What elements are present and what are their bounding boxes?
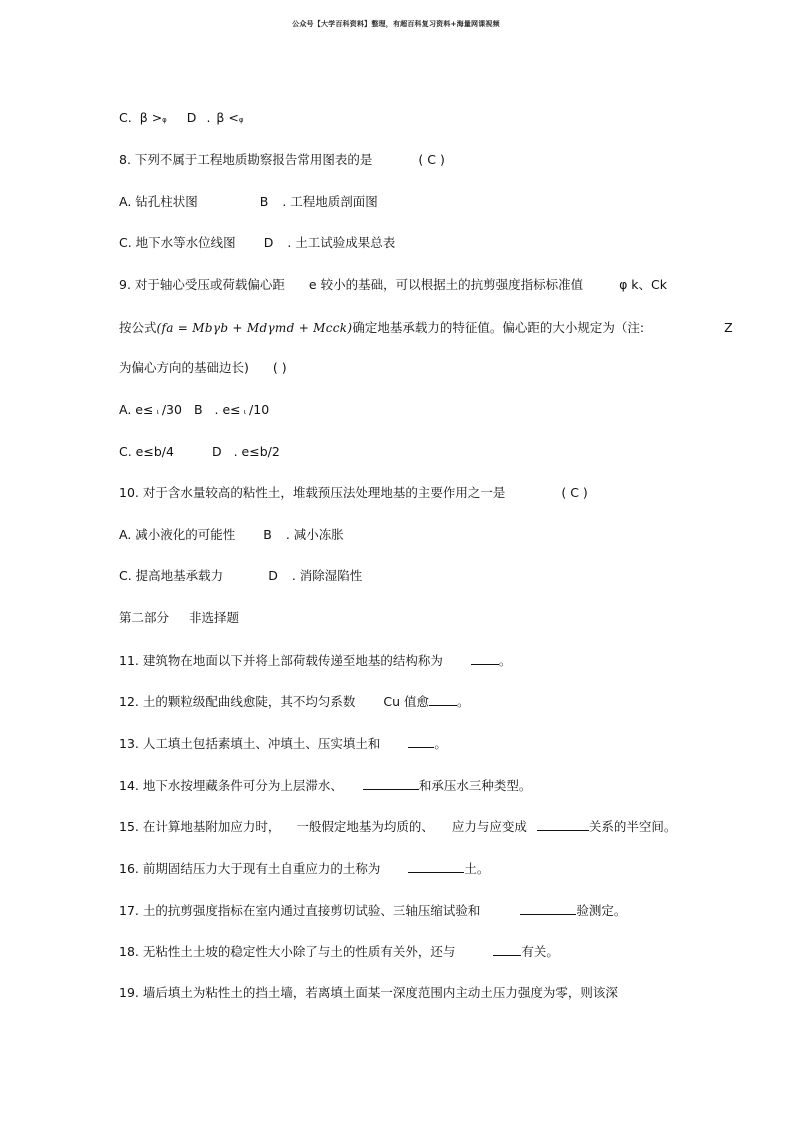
answer-blank xyxy=(408,735,434,748)
question-9-formula-line: 按公式(fa = Mbγb + Mdγmd + Mcck)确定地基承载力的特征值。偏心距的大小规定为（注: Z xyxy=(119,320,733,335)
question-10: 10. 对于含水量较高的粘性土，堆载预压法处理地基的主要作用之一是 ( C ) xyxy=(119,485,588,500)
page-header: 公众号【大学百科资料】整理，有超百科复习资料+海量网课视频 xyxy=(292,20,500,28)
question-8: 8. 下列不属于工程地质勘察报告常用图表的是 ( C ) xyxy=(119,152,445,167)
question-10-options-cd: C. 提高地基承载力 D . 消除湿陷性 xyxy=(119,568,363,583)
section-heading-part2: 第二部分 非选择题 xyxy=(119,610,240,625)
question-9: 9. 对于轴心受压或荷载偏心距 e 较小的基础，可以根据土的抗剪强度指标标准值 φ k、Ck xyxy=(119,277,668,292)
question-15: 15. 在计算地基附加应力时， 一般假定地基为均质的、 应力与应变成 关系的半空间。 xyxy=(119,819,677,834)
bearing-capacity-formula: (fa = Mbγb + Mdγmd + Mcck) xyxy=(156,321,353,335)
question-9-note: 为偏心方向的基础边长) ( ) xyxy=(119,360,287,375)
answer-blank xyxy=(408,860,464,873)
answer-blank xyxy=(471,652,499,665)
question-10-options-ab: A. 减小液化的可能性 B . 减小冻胀 xyxy=(119,527,344,542)
answer-blank xyxy=(429,693,457,706)
question-9-options-cd: C. e≤b/4 D . e≤b/2 xyxy=(119,444,280,459)
question-19: 19. 墙后填土为粘性土的挡土墙，若离填土面某一深度范围内主动土压力强度为零，则该深 xyxy=(119,985,618,1000)
answer-blank xyxy=(493,943,521,956)
answer-blank xyxy=(537,818,589,831)
answer-blank xyxy=(520,902,576,915)
question-17: 17. 土的抗剪强度指标在室内通过直接剪切试验、三轴压缩试验和 验测定。 xyxy=(119,903,627,918)
question-9-options-ab: A. e≤ ι /30 B . e≤ ι /10 xyxy=(119,402,270,417)
answer-blank xyxy=(363,777,419,790)
question-11: 11. 建筑物在地面以下并将上部荷载传递至地基的结构称为 。 xyxy=(119,653,512,668)
question-18: 18. 无粘性土土坡的稳定性大小除了与土的性质有关外，还与 有关。 xyxy=(119,944,559,959)
question-12: 12. 土的颗粒级配曲线愈陡，其不均匀系数 Cu 值愈 。 xyxy=(119,694,470,709)
question-14: 14. 地下水按埋藏条件可分为上层滞水、 和承压水三种类型。 xyxy=(119,778,532,793)
question-16: 16. 前期固结压力大于现有土自重应力的土称为 土。 xyxy=(119,861,490,876)
question-8-options-ab: A. 钻孔柱状图 B . 工程地质剖面图 xyxy=(119,194,378,209)
question-13: 13. 人工填土包括素填土、冲填土、压实填土和 。 xyxy=(119,736,447,751)
option-line-c-d: C. β >φ D . β <φ xyxy=(119,110,244,125)
question-8-options-cd: C. 地下水等水位线图 D . 土工试验成果总表 xyxy=(119,235,396,250)
